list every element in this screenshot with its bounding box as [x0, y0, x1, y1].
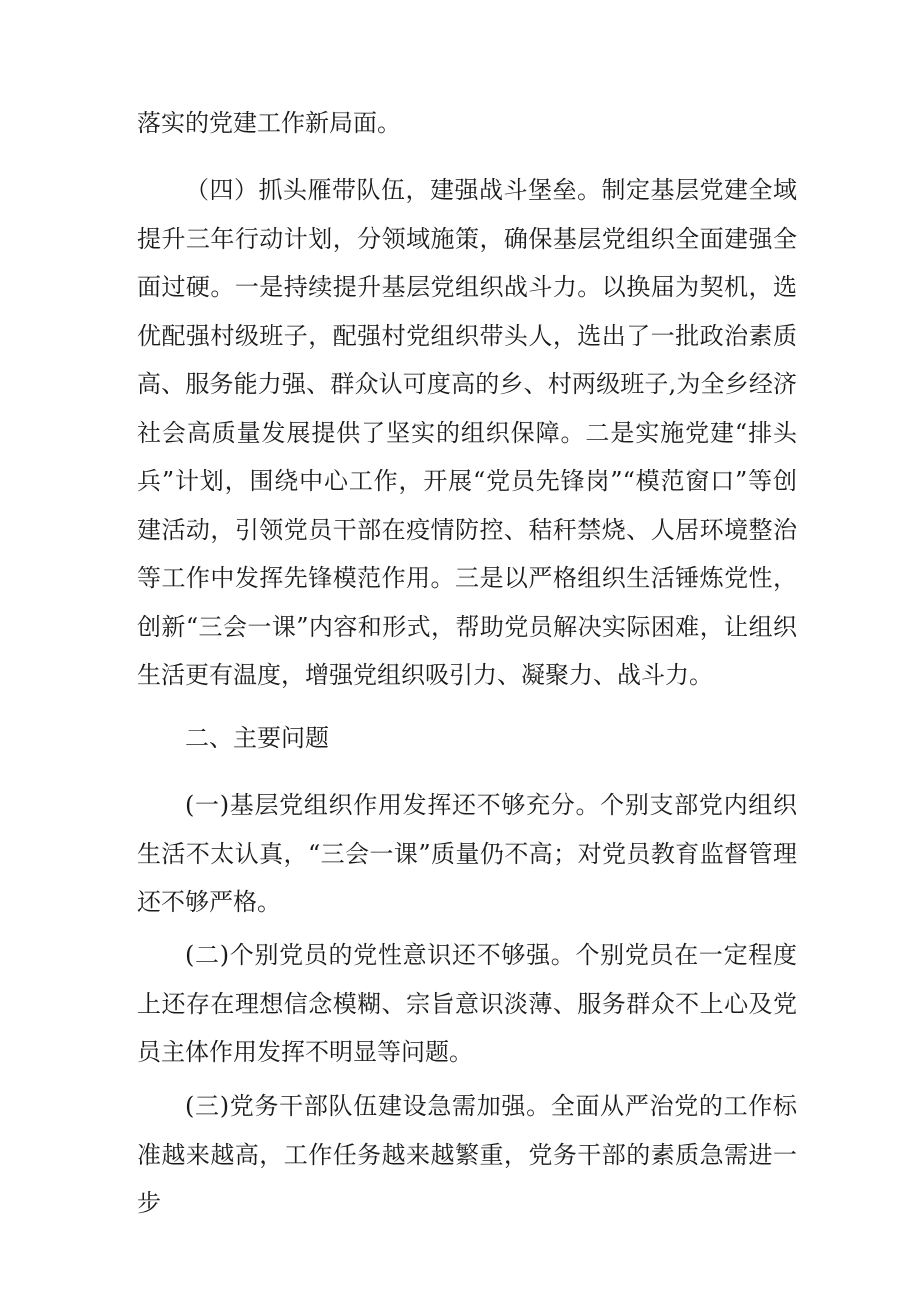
section-heading-main-problems: 二、主要问题	[185, 724, 329, 752]
paragraph-continuation: 落实的党建工作新局面。	[137, 109, 401, 137]
paragraph-problem-one: (一)基层党组织作用发挥还不够充分。个别支部党内组织生活不太认真，“三会一课”质量仍不高；对党员教育监督管理还不够严格。	[137, 791, 797, 916]
paragraph-problem-two: (二)个别党员的党性意识还不够强。个别党员在一定程度上还存在理想信念模糊、宗旨意识淡薄、服务群众不上心及党员主体作用发挥不明显等问题。	[137, 941, 797, 1066]
paragraph-section-four: （四）抓头雁带队伍，建强战斗堡垒。制定基层党建全域提升三年行动计划，分领域施策，确保基层党组织全面建强全面过硬。一是持续提升基层党组织战斗力。以换届为契机，选优配强村级班子，配强村党组织带头人，选出了一批政治素质高、服务能力强、群众认可度高的乡、村两级班子,为全乡经济社会高质量发展提供了坚实的组织保障。二是实施党建“排头兵”计划，围绕中心工作，开展“党员先锋岗”“模范窗口”等创建活动，引领党员干部在疫情防控、秸秆禁烧、人居环境整治等工作中发挥先锋模范作用。三是以严格组织生活锤炼党性，创新“三会一课”内容和形式，帮助党员解决实际困难，让组织生活更有温度，增强党组织吸引力、凝聚力、战斗力。	[137, 176, 797, 689]
paragraph-problem-three: (三)党务干部队伍建设急需加强。全面从严治党的工作标准越来越高，工作任务越来越繁重，党务干部的素质急需进一步	[137, 1092, 797, 1217]
